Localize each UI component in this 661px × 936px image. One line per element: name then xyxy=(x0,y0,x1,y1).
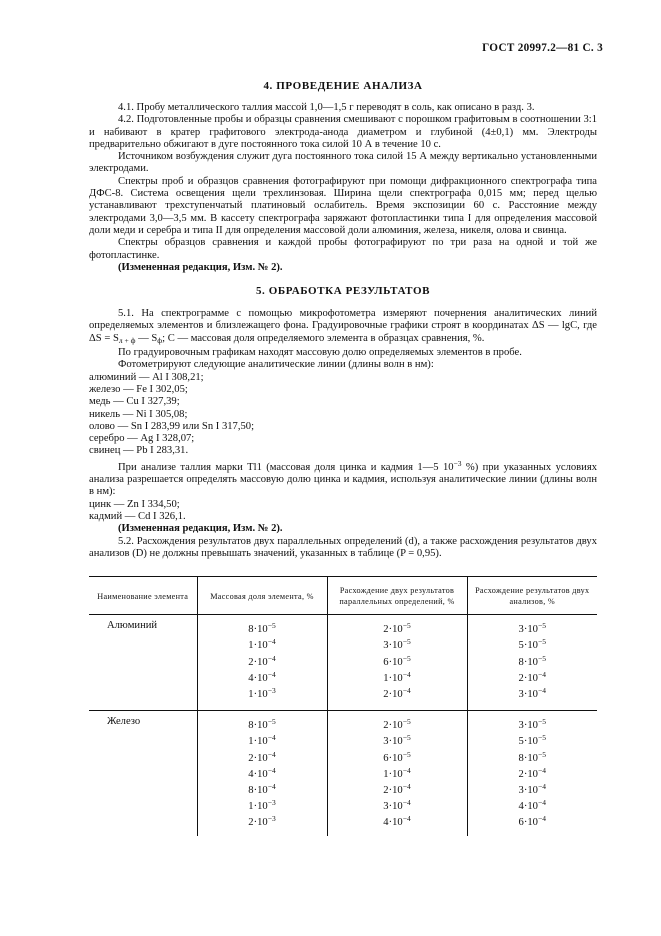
document-body xyxy=(89,80,597,836)
table-value xyxy=(328,669,467,685)
table-value xyxy=(328,749,467,765)
header-mass-fraction: Массовая доля элемента, % xyxy=(197,577,327,615)
revision-note-5: (Измененная редакция, Изм. № 2). xyxy=(118,523,283,535)
paragraph-zn-cd-text-a: При анализе таллия марки Tl1 (массовая доля цинка и кадмия 1—5 10 xyxy=(118,461,454,473)
element-name-cell: Железо xyxy=(107,716,141,728)
value-exponent: −5 xyxy=(267,621,276,631)
table-value xyxy=(198,813,327,829)
value-mantissa: 3·10 xyxy=(383,640,403,652)
value-exponent: −4 xyxy=(537,798,546,808)
table-value xyxy=(468,781,598,797)
table-value xyxy=(468,636,598,652)
value-exponent: −5 xyxy=(402,637,411,647)
value-mantissa: 3·10 xyxy=(383,736,403,748)
value-mantissa: 8·10 xyxy=(518,752,538,764)
value-mantissa: 6·10 xyxy=(383,752,403,764)
value-exponent: −4 xyxy=(537,814,546,824)
value-exponent: −4 xyxy=(402,669,411,679)
header-element: Наименование элемента xyxy=(89,577,197,615)
values-cell-mass xyxy=(197,711,327,836)
subscript-lf: л + ф xyxy=(118,335,136,345)
analytical-lines-list-2 xyxy=(89,499,597,524)
list-item: железо — Fe I 302,05; xyxy=(89,383,188,395)
table-value xyxy=(328,781,467,797)
value-mantissa: 3·10 xyxy=(518,720,538,732)
value-exponent: −4 xyxy=(267,733,276,743)
page-header: ГОСТ 20997.2—81 С. 3 xyxy=(482,42,603,54)
value-exponent: −3 xyxy=(267,798,276,808)
values-cell-mass xyxy=(197,615,327,711)
value-mantissa: 8·10 xyxy=(518,656,538,668)
value-exponent: −4 xyxy=(267,765,276,775)
subscript-f: ф xyxy=(157,335,163,345)
values-cell-d xyxy=(467,711,597,836)
table-value xyxy=(198,765,327,781)
section-5-heading: 5. ОБРАБОТКА РЕЗУЛЬТАТОВ xyxy=(255,285,431,298)
header-parallel-discrepancy: Расхождение двух результатов параллельных определений, % xyxy=(327,577,467,615)
value-exponent: −4 xyxy=(537,685,546,695)
table-value xyxy=(468,620,598,636)
values-cell-d xyxy=(327,711,467,836)
list-item: олово — Sn I 283,99 или Sn I 317,50; xyxy=(89,420,255,432)
table-value xyxy=(468,716,598,732)
table-value xyxy=(328,716,467,732)
table-value xyxy=(468,653,598,669)
list-item: никель — Ni I 305,08; xyxy=(89,408,188,420)
value-mantissa: 2·10 xyxy=(518,768,538,780)
table-value xyxy=(468,669,598,685)
paragraph-5-1-text-b: — S xyxy=(135,332,158,344)
table-value xyxy=(328,636,467,652)
value-exponent: −4 xyxy=(267,637,276,647)
value-exponent: −3 xyxy=(267,814,276,824)
paragraph-5-1-text-c: ; С — массовая доля определяемого элемента в образцах сравнения, %. xyxy=(162,332,485,344)
value-exponent: −5 xyxy=(537,717,546,727)
table-value xyxy=(198,669,327,685)
table-value xyxy=(198,653,327,669)
value-exponent: −4 xyxy=(267,669,276,679)
value-exponent: −5 xyxy=(402,621,411,631)
table-value xyxy=(328,653,467,669)
value-exponent: −5 xyxy=(537,653,546,663)
values-cell-d xyxy=(327,615,467,711)
list-item: медь — Cu I 327,39; xyxy=(89,396,180,408)
value-mantissa: 1·10 xyxy=(383,672,403,684)
paragraph-zinc-cadmium xyxy=(89,458,597,499)
value-mantissa: 3·10 xyxy=(518,624,538,636)
value-mantissa: 4·10 xyxy=(248,672,268,684)
value-mantissa: 8·10 xyxy=(248,720,268,732)
value-mantissa: 4·10 xyxy=(248,768,268,780)
paragraph-spectrograph: Спектры проб и образцов сравнения фотографируют при помощи дифракционного спектрографа типа ДФС-8. Система освещения щели трехлинзовая. Ширина щели спектрографа 0,015 мм; перед щелью устанавливают трехступенчатый платиновый ослабитель. Время экспозиции 60 с. Расстояние между электродами 3,0—3,5 мм. В кассету спектрографа заряжают фотопластинки типа I для определения массовой доли меди и серебра и типа II для определения массовой доли алюминия, железа, никеля, олова и свинца. xyxy=(89,175,597,236)
value-mantissa: 1·10 xyxy=(248,640,268,652)
table-value xyxy=(328,685,467,701)
table-row xyxy=(89,615,597,711)
table-value xyxy=(198,620,327,636)
value-mantissa: 2·10 xyxy=(248,656,268,668)
value-exponent: −5 xyxy=(537,733,546,743)
value-mantissa: 2·10 xyxy=(248,752,268,764)
value-mantissa: 8·10 xyxy=(248,624,268,636)
paragraph-zn-cd-text-b: %) при указанных условиях анализа разрешается определять массовую долю цинка и кадмия, используя аналитические линии (длины волн в нм): xyxy=(89,461,597,498)
value-exponent: −4 xyxy=(537,765,546,775)
value-exponent: −5 xyxy=(267,717,276,727)
list-item: свинец — Pb I 283,31. xyxy=(89,445,189,457)
value-mantissa: 1·10 xyxy=(248,801,268,813)
table-value xyxy=(468,749,598,765)
table-value xyxy=(328,765,467,781)
value-exponent: −5 xyxy=(537,637,546,647)
value-mantissa: 5·10 xyxy=(518,640,538,652)
analytical-lines-list xyxy=(89,372,597,458)
value-exponent: −4 xyxy=(267,653,276,663)
value-exponent: −4 xyxy=(402,781,411,791)
table-value xyxy=(468,732,598,748)
value-exponent: −5 xyxy=(537,621,546,631)
table-value xyxy=(468,797,598,813)
tolerance-table xyxy=(89,576,597,835)
list-item: цинк — Zn I 334,50; xyxy=(89,498,180,510)
value-exponent: −3 xyxy=(267,685,276,695)
value-exponent: −4 xyxy=(267,781,276,791)
paragraph-photographing: Спектры образцов сравнения и каждой пробы фотографируют по три раза на одной и той же фотопластинке. xyxy=(89,237,597,261)
list-item: кадмий — Cd I 326,1. xyxy=(89,510,186,522)
value-mantissa: 1·10 xyxy=(248,688,268,700)
table-body xyxy=(89,615,597,836)
value-mantissa: 2·10 xyxy=(383,624,403,636)
values-cell-d xyxy=(467,615,597,711)
header-analysis-discrepancy: Расхождение результатов двух анализов, % xyxy=(467,577,597,615)
value-exponent: −4 xyxy=(537,669,546,679)
paragraph-4-1: 4.1. Пробу металлического таллия массой 1,0—1,5 г переводят в соль, как описано в разд. 3. xyxy=(118,102,535,113)
table-value xyxy=(198,636,327,652)
value-mantissa: 8·10 xyxy=(248,784,268,796)
value-exponent: −4 xyxy=(402,814,411,824)
value-exponent: −5 xyxy=(402,733,411,743)
table-row xyxy=(89,711,597,836)
paragraph-4-2: 4.2. Подготовленные пробы и образцы сравнения смешивают с порошком графитовым в соотношении 3:1 и набивают в кратер графитового электрода-анода диаметром и глубиной (4±0,1) мм. Электроды предварительно обжигают в дуге постоянного тока силой 10 А в течение 10 с. xyxy=(89,114,597,150)
value-mantissa: 4·10 xyxy=(518,801,538,813)
value-exponent: −4 xyxy=(402,765,411,775)
value-mantissa: 2·10 xyxy=(248,817,268,829)
paragraph-graphs: По градуировочным графикам находят массовую долю определяемых элементов в пробе. xyxy=(118,347,522,359)
list-item: алюминий — Al I 308,21; xyxy=(89,371,204,383)
value-mantissa: 3·10 xyxy=(518,688,538,700)
value-mantissa: 2·10 xyxy=(383,784,403,796)
value-mantissa: 2·10 xyxy=(518,672,538,684)
table-value xyxy=(468,685,598,701)
element-name-cell: Алюминий xyxy=(89,615,197,711)
value-exponent: −4 xyxy=(537,781,546,791)
paragraph-5-1 xyxy=(89,308,597,347)
paragraph-5-1-text-a: 5.1. На спектрограмме с помощью микрофотометра измеряют почернения аналитических линий определяемых элементов и близлежащего фона. Градуировочные графики строят в координатах ΔS — lgC, где ΔS = S xyxy=(89,308,597,344)
value-mantissa: 5·10 xyxy=(518,736,538,748)
value-mantissa: 2·10 xyxy=(383,688,403,700)
value-exponent: −4 xyxy=(267,749,276,759)
table-value xyxy=(198,781,327,797)
value-mantissa: 1·10 xyxy=(383,768,403,780)
value-mantissa: 3·10 xyxy=(518,784,538,796)
table-value xyxy=(198,749,327,765)
table-value xyxy=(328,797,467,813)
value-mantissa: 4·10 xyxy=(383,817,403,829)
value-exponent: −5 xyxy=(402,653,411,663)
table-value xyxy=(198,797,327,813)
paragraph-excitation-source: Источником возбуждения служит дуга постоянного тока силой 15 А между вертикально установленными электродами. xyxy=(89,151,597,175)
value-mantissa: 2·10 xyxy=(383,720,403,732)
table-header-row xyxy=(89,577,597,615)
value-exponent: −5 xyxy=(537,749,546,759)
table-value xyxy=(468,813,598,829)
table-value xyxy=(328,813,467,829)
revision-note-4: (Измененная редакция, Изм. № 2). xyxy=(118,261,283,273)
value-exponent: −5 xyxy=(402,717,411,727)
value-exponent: −4 xyxy=(402,685,411,695)
value-exponent: −4 xyxy=(402,798,411,808)
table-value xyxy=(328,620,467,636)
value-mantissa: 6·10 xyxy=(518,817,538,829)
paragraph-5-2: 5.2. Расхождения результатов двух параллельных определений (d), а также расхождения результатов двух анализов (D) не должны превышать значений, указанных в таблице (P = 0,95). xyxy=(89,535,597,559)
value-mantissa: 3·10 xyxy=(383,801,403,813)
superscript-exponent: −3 xyxy=(453,458,462,468)
table-value xyxy=(198,732,327,748)
value-exponent: −5 xyxy=(402,749,411,759)
section-4-heading: 4. ПРОВЕДЕНИЕ АНАЛИЗА xyxy=(263,80,423,92)
list-item: серебро — Ag I 328,07; xyxy=(89,433,195,445)
paragraph-lines-intro: Фотометрируют следующие аналитические линии (длины волн в нм): xyxy=(118,359,434,371)
table-value xyxy=(468,765,598,781)
table-value xyxy=(328,732,467,748)
table-value xyxy=(198,685,327,701)
value-mantissa: 6·10 xyxy=(383,656,403,668)
table-value xyxy=(198,716,327,732)
value-mantissa: 1·10 xyxy=(248,736,268,748)
